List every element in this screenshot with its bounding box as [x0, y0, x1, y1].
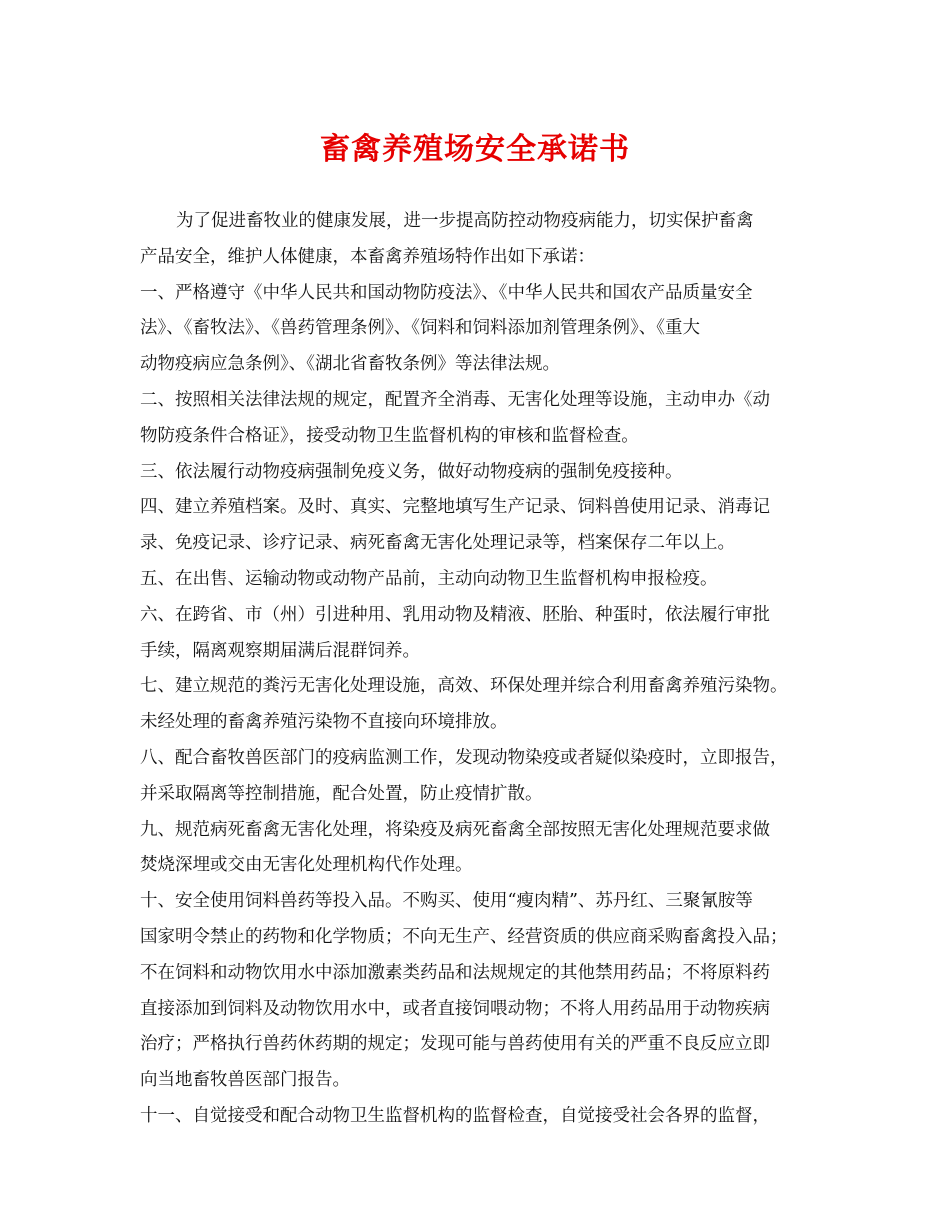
- body-line: 十一、自觉接受和配合动物卫生监督机构的监督检查，自觉接受社会各界的监督，: [140, 1105, 770, 1126]
- body-line: 七、建立规范的粪污无害化处理设施，高效、环保处理并综合利用畜禽养殖污染物。: [140, 676, 788, 697]
- body-line: 录、免疫记录、诊疗记录、病死畜禽无害化处理记录等，档案保存二年以上。: [140, 533, 735, 554]
- body-line: 二、按照相关法律法规的规定，配置齐全消毒、无害化处理等设施，主动申办《动: [140, 389, 770, 410]
- body-line: 向当地畜牧兽医部门报告。: [140, 1070, 350, 1091]
- body-line: 不在饲料和动物饮用水中添加激素类药品和法规规定的其他禁用药品；不将原料药: [140, 962, 770, 983]
- body-line: 物防疫条件合格证》，接受动物卫生监督机构的审核和监督检查。: [140, 425, 639, 446]
- body-line: 九、规范病死畜禽无害化处理，将染疫及病死畜禽全部按照无害化处理规范要求做: [140, 819, 770, 840]
- document-body: [140, 204, 820, 1135]
- body-line: 一、严格遵守《中华人民共和国动物防疫法》、《中华人民共和国农产品质量安全: [140, 282, 753, 303]
- body-line: 手续，隔离观察期届满后混群饲养。: [140, 640, 420, 661]
- body-line: 并采取隔离等控制措施，配合处置，防止疫情扩散。: [140, 783, 543, 804]
- body-line: 未经处理的畜禽养殖污染物不直接向环境排放。: [140, 712, 508, 733]
- body-line: 治疗；严格执行兽药休药期的规定；发现可能与兽药使用有关的严重不良反应立即: [140, 1034, 770, 1055]
- body-line: 国家明令禁止的药物和化学物质；不向无生产、经营资质的供应商采购畜禽投入品；: [140, 926, 788, 947]
- body-line: 直接添加到饲料及动物饮用水中，或者直接饲喂动物；不将人用药品用于动物疾病: [140, 998, 770, 1019]
- body-line: 三、依法履行动物疫病强制免疫义务，做好动物疫病的强制免疫接种。: [140, 461, 683, 482]
- body-line: 法》、《畜牧法》、《兽药管理条例》、《饲料和饲料添加剂管理条例》、《重大: [140, 318, 700, 339]
- body-line: 八、配合畜牧兽医部门的疫病监测工作，发现动物染疫或者疑似染疫时，立即报告，: [140, 747, 788, 768]
- body-line: 产品安全，维护人体健康，本畜禽养殖场特作出如下承诺：: [140, 246, 595, 267]
- body-line: 五、在出售、运输动物或动物产品前，主动向动物卫生监督机构申报检疫。: [140, 568, 718, 589]
- body-line: 十、安全使用饲料兽药等投入品。不购买、使用“瘦肉精”、苏丹红、三聚氰胺等: [140, 891, 753, 912]
- body-line: 六、在跨省、市（州）引进种用、乳用动物及精液、胚胎、种蛋时，依法履行审批: [140, 604, 770, 625]
- body-line: 四、建立养殖档案。及时、真实、完整地填写生产记录、饲料兽使用记录、消毒记: [140, 497, 770, 518]
- body-line: 动物疫病应急条例》、《湖北省畜牧条例》等法律法规。: [140, 354, 560, 375]
- body-line: 为了促进畜牧业的健康发展，进一步提高防控动物疫病能力，切实保护畜禽: [176, 211, 754, 231]
- document-title: 畜禽养殖场安全承诺书: [320, 132, 630, 167]
- body-line: 焚烧深埋或交由无害化处理机构代作处理。: [140, 855, 473, 876]
